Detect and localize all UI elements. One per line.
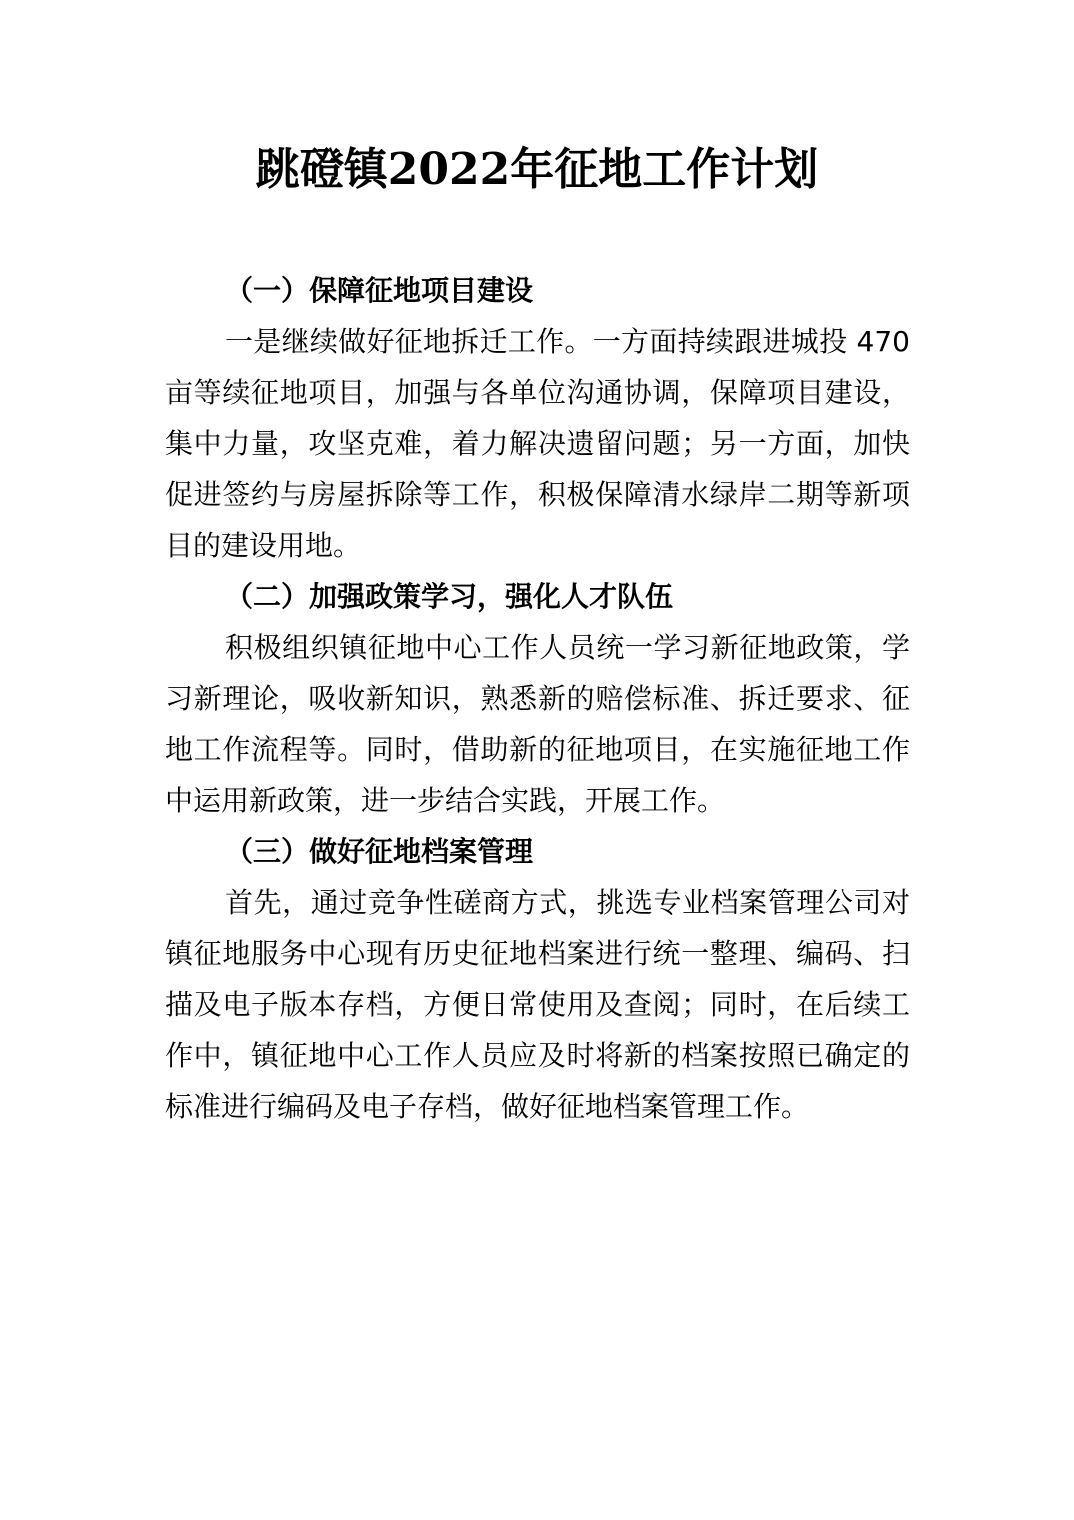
document-title: 跳磴镇2022年征地工作计划 [255, 144, 819, 195]
paragraph-line: 集中力量，攻坚克难，着力解决遗留问题；另一方面，加快 [165, 427, 910, 460]
paragraph-line: 描及电子版本存档，方便日常使用及查阅；同时，在后续工 [165, 988, 910, 1021]
paragraph-line: 镇征地服务中心现有历史征地档案进行统一整理、编码、扫 [165, 937, 910, 970]
section-heading: （二）加强政策学习，强化人才队伍 [225, 580, 674, 613]
document-body [165, 265, 910, 1132]
paragraph-line: 作中，镇征地中心工作人员应及时将新的档案按照已确定的 [165, 1039, 910, 1072]
paragraph-line: 目的建设用地。 [165, 529, 362, 562]
section-heading: （一）保障征地项目建设 [225, 274, 534, 307]
paragraph-line: 一是继续做好征地拆迁工作。一方面持续跟进城投 470 [225, 325, 910, 358]
paragraph-line: 促进签约与房屋拆除等工作，积极保障清水绿岸二期等新项 [165, 478, 910, 511]
paragraph-line: 标准进行编码及电子存档，做好征地档案管理工作。 [165, 1090, 810, 1123]
paragraph-line: 中运用新政策，进一步结合实践，开展工作。 [165, 784, 726, 817]
paragraph-line: 首先，通过竞争性磋商方式，挑选专业档案管理公司对 [225, 886, 910, 919]
paragraph-line: 亩等续征地项目，加强与各单位沟通协调，保障项目建设， [165, 376, 910, 409]
paragraph-line: 积极组织镇征地中心工作人员统一学习新征地政策，学 [225, 631, 910, 664]
section-heading: （三）做好征地档案管理 [225, 835, 534, 868]
paragraph-line: 地工作流程等。同时，借助新的征地项目，在实施征地工作 [165, 733, 910, 766]
paragraph-line: 习新理论，吸收新知识，熟悉新的赔偿标准、拆迁要求、征 [165, 682, 910, 715]
